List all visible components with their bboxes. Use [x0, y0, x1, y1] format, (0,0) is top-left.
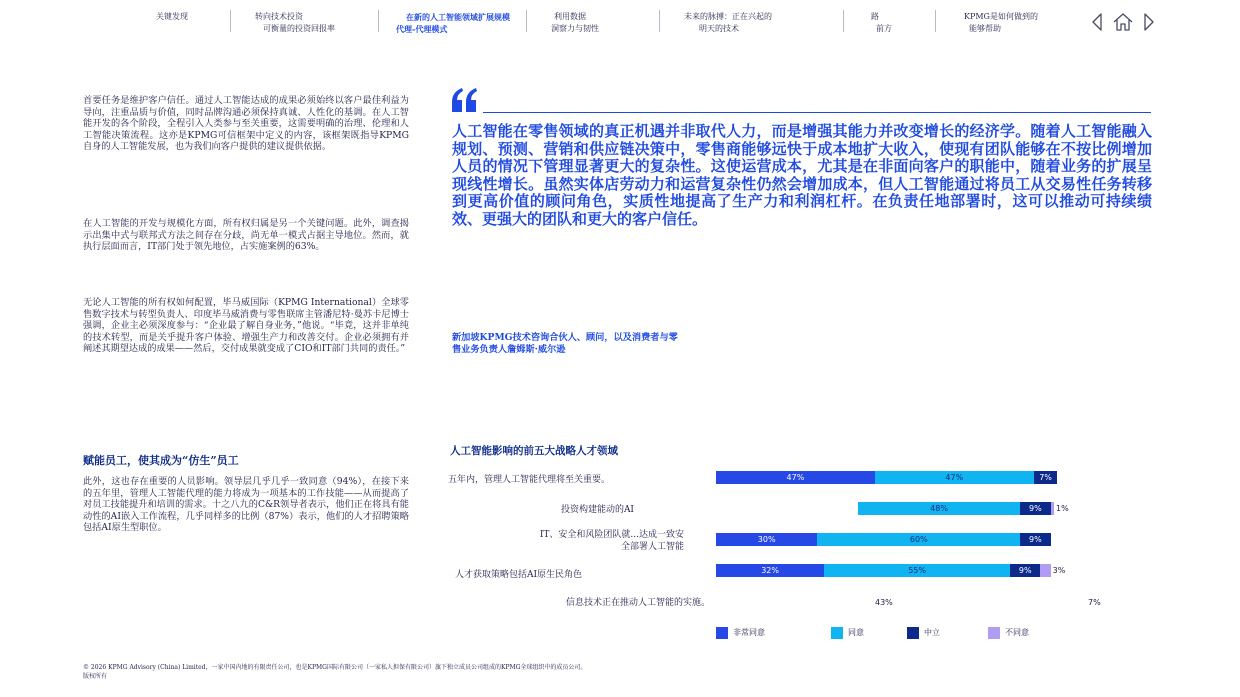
chart-value-label: 43% — [875, 598, 893, 607]
quote-mark-icon — [450, 84, 480, 114]
nav-item-line2: 前方 — [876, 24, 892, 33]
top-nav — [0, 0, 1240, 40]
nav-item-line1: 关键发现 — [156, 12, 188, 21]
nav-item-future[interactable] — [684, 11, 772, 35]
nav-item-line2: 能够帮助 — [969, 24, 1001, 33]
nav-divider — [659, 10, 660, 32]
body-paragraph-business-ownership: 无论人工智能的所有权如何配置，毕马威国际（KPMG International）全球零售数字技术与转型负责人、印度毕马威消费与零售联席主管潘尼特·曼苏卡尼博士强调，企业主必须深度参与：“企业最了解自身业务，”他说。“毕竟，这并非单纯的技术转型，而是关乎提升客户体验、增强生产力和改善交付。企业必须拥有并阐述其期望达成的成果——然后，交付成果就变成了CIO和IT部门共同的责任。” — [83, 297, 409, 355]
legend-swatch — [907, 627, 919, 639]
legend-swatch — [831, 627, 843, 639]
chart-bar-segment: 32% — [716, 564, 824, 577]
chart-bar-segment — [1051, 502, 1054, 515]
nav-item-line1: 在新的人工智能领域扩展规模 — [406, 12, 510, 22]
section-heading: 赋能员工，使其成为“仿生”员工 — [83, 454, 239, 467]
body-paragraph-customer-trust: 首要任务是维护客户信任。通过人工智能达成的成果必须始终以客户最佳利益为导向，注重品质与价值，同时品牌沟通必须保持真诚、人性化的基调。在人工智能开发的各个阶段，全程引入人类参与至关重要，这需要明确的治理、伦理和人工智能决策流程。这亦是KPMG可信框架中定义的内容，该框架既指导KPMG自身的人工智能发展，也为我们向客户提供的建议提供依据。 — [83, 95, 409, 153]
chart-category-label: 人才获取策略包括AI原生民角色 — [455, 570, 583, 580]
legend-label: 同意 — [848, 628, 864, 637]
chart-bar-segment: 60% — [817, 533, 1020, 546]
chart-value-label: 3% — [1052, 566, 1066, 575]
chart-bar-segment: 47% — [875, 471, 1034, 484]
chart-bar-segment: 9% — [1020, 533, 1050, 546]
chart-bar-segment: 9% — [1010, 564, 1040, 577]
body-paragraph-workforce: 此外，这也存在重要的人员影响。领导层几乎几乎一致同意（94%），在接下来的五年里，管理人工智能代理的能力将成为一项基本的工作技能——从而提高了对员工技能提升和培训的需求。十之八九的C&R领导者表示，他们正在将具有能动性的AI嵌入工作流程，几乎同样多的比例（87%）表示，他们的人才招聘策略包括AI原生型职位。 — [83, 476, 409, 534]
nav-item-line1: 利用数据 — [554, 12, 586, 21]
nav-divider — [230, 10, 231, 32]
chart-bar-segment: 55% — [824, 564, 1010, 577]
nav-item-road-ahead[interactable] — [871, 11, 892, 35]
nav-divider — [935, 10, 936, 32]
nav-divider — [378, 10, 379, 32]
body-paragraph-ownership: 在人工智能的开发与规模化方面，所有权归属是另一个关键问题。此外，调查揭示出集中式与联邦式方法之间存在分歧，尚无单一模式占据主导地位。然而，就执行层面而言，IT部门处于领先地位，占实施案例的63%。 — [83, 218, 409, 253]
chart-category-label: 五年内，管理人工智能代理将至关重要。 — [448, 475, 611, 485]
arrow-left-icon[interactable] — [1090, 12, 1104, 32]
chart-bar-segment — [1040, 564, 1050, 577]
chart-bar-segment: 47% — [716, 471, 875, 484]
footer-rights: 版权所有 — [83, 673, 108, 680]
nav-item-line1: KPMG是如何做到的 — [964, 12, 1038, 21]
nav-item-tech-investment[interactable] — [255, 11, 335, 35]
chart-title: 人工智能影响的前五大战略人才领域 — [450, 445, 618, 457]
arrow-right-icon[interactable] — [1142, 12, 1156, 32]
nav-item-line2: 可衡量的投资回报率 — [263, 24, 335, 33]
nav-item-kpmg-help[interactable] — [964, 11, 1038, 35]
chart-bar-segment: 9% — [1020, 502, 1050, 515]
legend-label: 不同意 — [1005, 628, 1029, 637]
footer-copyright: © 2026 KPMG Advisory (China) Limited，一家中国内地的有限责任公司，也是KPMG国际有限公司（一家私人担保有限公司）旗下独立成员公司组成的KPMG全球组织中的成员公司。 — [83, 664, 587, 671]
legend-label: 中立 — [924, 628, 940, 637]
nav-item-line2: 代理-代理模式 — [396, 24, 448, 34]
chart-category-label: IT、安全和风险团队就...达成一致安全部署人工智能 — [539, 530, 684, 552]
nav-item-key-findings[interactable] — [156, 11, 188, 23]
nav-item-line2: 洞察力与韧性 — [551, 24, 599, 33]
nav-item-line1: 未来的脉搏：正在兴起的 — [684, 12, 772, 21]
home-icon[interactable] — [1112, 12, 1134, 32]
nav-item-data[interactable] — [551, 11, 599, 35]
nav-divider — [843, 10, 844, 32]
nav-item-ai-scale[interactable] — [396, 11, 510, 35]
chart-category-label: 投资构建能动的AI — [560, 505, 634, 515]
chart-bar-segment: 30% — [716, 533, 817, 546]
nav-controls — [1088, 12, 1160, 34]
chart-value-label: 7% — [1088, 598, 1101, 607]
nav-item-line2: 明天的技术 — [699, 24, 739, 33]
pull-quote: 人工智能在零售领域的真正机遇并非取代人力，而是增强其能力并改变增长的经济学。随着人工智能融入规划、预测、营销和供应链决策中，零售商能够远快于成本地扩大收入，使现有团队能够在不按比例增加人员的情况下管理显著更大的复杂性。这使运营成本，尤其是在非面向客户的职能中，随着业务的扩展呈现线性增长。虽然实体店劳动力和运营复杂性仍然会增加成本，但人工智能通过将员工从交易性任务转移到更高价值的顾问角色，实质性地提高了生产力和利润杠杆。在负责任地部署时，这可以推动可持续绩效、更强大的团队和更大的客户信任。 — [452, 122, 1152, 228]
legend-swatch — [988, 627, 1000, 639]
chart-bar-segment: 48% — [858, 502, 1020, 515]
nav-item-line1: 转向技术投资 — [255, 12, 303, 21]
legend-swatch — [716, 627, 728, 639]
legend-label: 非常同意 — [733, 628, 765, 637]
chart-value-label: 1% — [1056, 504, 1069, 513]
quote-rule — [483, 112, 1151, 113]
nav-item-line1: 路 — [871, 12, 879, 21]
chart-category-label: 信息技术正在推动人工智能的实施。 — [565, 598, 710, 608]
quote-attribution: 新加坡KPMG技术咨询合伙人、顾问，以及消费者与零售业务负责人詹姆斯·威尔逊 — [452, 332, 678, 355]
chart-bar-segment: 7% — [1034, 471, 1058, 484]
nav-divider — [526, 10, 527, 32]
